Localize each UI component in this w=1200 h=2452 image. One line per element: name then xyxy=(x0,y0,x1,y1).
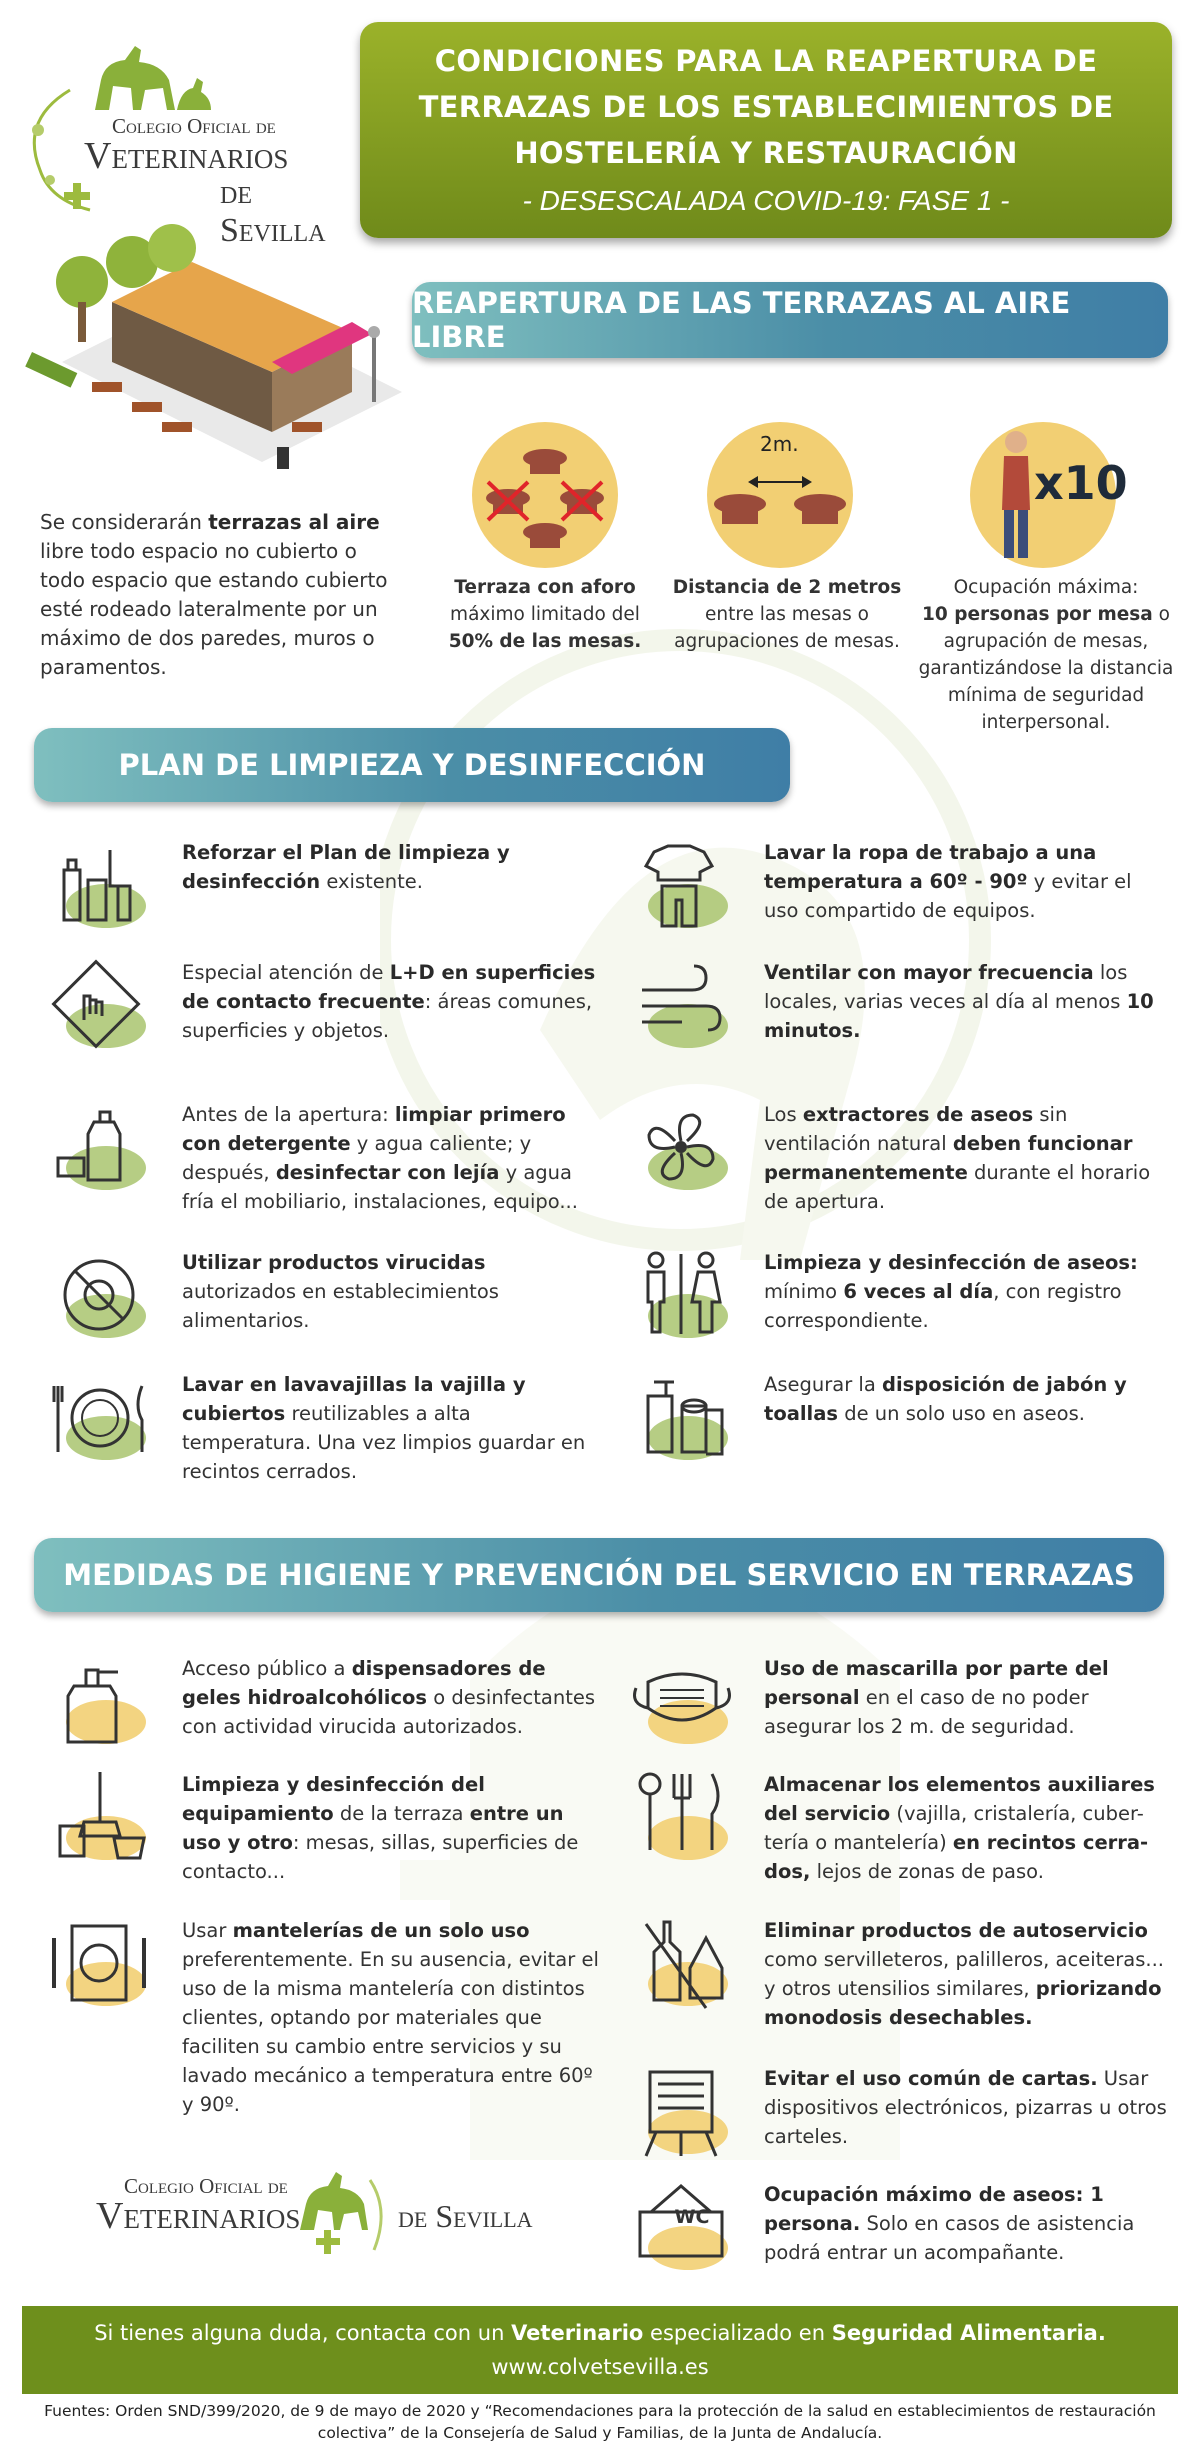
logo-line1: Colegio Oficial de xyxy=(112,114,276,138)
logo-bottom-animals-icon xyxy=(290,2160,400,2260)
list-item: Usar mantelerías de un solo uso preferentemente. En su ausencia, evitar el uso de la misma mantelería con distintos clientes, optando por materiales que faciliten su cambio entre servicios y su lavado mecánico a temperatura entre 60º y 90º. xyxy=(182,1919,599,2116)
card2-text: Distancia de 2 metros entre las mesas o agrupaciones de mesas. xyxy=(672,577,902,652)
reduced-tables-icon xyxy=(470,420,620,570)
ventilation-icon xyxy=(626,950,736,1060)
occupancy-badge: x10 xyxy=(1034,456,1128,510)
detergent-icon xyxy=(44,1092,154,1202)
logo-bottom xyxy=(90,2154,550,2274)
title-subtitle: - DESESCALADA COVID-19: FASE 1 - xyxy=(522,185,1010,216)
logo-bottom-line3: de Sevilla xyxy=(398,2198,533,2234)
section2-band-label: PLAN DE LIMPIEZA Y DESINFECCIÓN xyxy=(118,748,706,782)
wc-label: WC xyxy=(674,2206,710,2228)
restroom-icon xyxy=(626,1240,736,1350)
list-item: Limpieza y desinfección del equipamiento de la terraza entre un uso y otro: mesas, sillas, superficies de contacto... xyxy=(182,1773,579,1883)
list-item: Limpieza y desinfección de aseos: mínimo 6 veces al día, con registro correspondiente. xyxy=(764,1251,1138,1332)
list-item: Acceso público a dispensadores de geles hidroalcohólicos o desinfectantes con actividad virucida autorizados. xyxy=(182,1657,596,1738)
extractor-fan-icon xyxy=(626,1092,736,1202)
face-mask-icon xyxy=(626,1646,736,1756)
condiments-icon xyxy=(626,1908,736,2018)
section1-intro: Se considerarán terrazas al aire libre todo espacio no cubierto o todo espacio que estando cubierto esté rodeado lateralmente por un máximo de dos paredes, muros o paramentos. xyxy=(40,510,388,679)
mop-bucket-icon xyxy=(44,1762,154,1872)
section1-band xyxy=(412,282,1168,358)
soap-towels-icon xyxy=(626,1362,736,1472)
section3-band xyxy=(34,1538,1164,1612)
sanitizer-gel-icon xyxy=(44,1646,154,1756)
work-clothes-icon xyxy=(626,830,736,940)
card1-text: Terraza con aforo máximo limitado del 50% de las mesas. xyxy=(448,577,642,652)
header-title-box xyxy=(360,22,1172,238)
no-virus-icon xyxy=(44,1240,154,1350)
logo-bottom-line1: Colegio Oficial de xyxy=(124,2174,288,2198)
wipe-surface-icon xyxy=(44,950,154,1060)
logo-line2: Veterinarios xyxy=(84,135,289,177)
list-item: Antes de la apertura: limpiar primero con detergente y agua caliente; y después, desinfectar con lejía y agua fría el mobiliario, instalaciones, equipo... xyxy=(182,1103,578,1213)
list-item: Reforzar el Plan de limpieza y desinfección existente. xyxy=(182,841,510,893)
list-item: Ventilar con mayor frecuencia los locales, varias veces al día al menos 10 minutos. xyxy=(764,961,1154,1042)
restaurant-terrace-illustration xyxy=(22,222,422,492)
tablecloth-icon xyxy=(44,1908,154,2018)
list-item: Ocupación máximo de aseos: 1 persona. Solo en casos de asistencia podrá entrar un acompañante. xyxy=(764,2183,1135,2264)
title-line2: TERRAZAS DE LOS ESTABLECIMIENTOS DE xyxy=(418,90,1114,124)
card3-text: Ocupación máxima: 10 personas por mesa o agrupación de mesas, garantizándose la distancia mínima de seguridad interpersonal. xyxy=(918,577,1174,733)
list-item: Almacenar los elementos auxiliares del servicio (vajilla, cristalería, cuber-tería o mantelería) en recintos cerra-dos, lejos de zonas de paso. xyxy=(764,1773,1155,1883)
footer-banner xyxy=(22,2306,1178,2394)
list-item: Uso de mascarilla por parte del personal en el caso de no poder asegurar los 2 m. de seguridad. xyxy=(764,1657,1109,1738)
list-item: Lavar la ropa de trabajo a una temperatura a 60º - 90º y evitar el uso compartido de equipos. xyxy=(764,841,1132,922)
logo-top xyxy=(10,40,350,249)
logo-bottom-line2: Veterinarios xyxy=(96,2195,301,2237)
title-line3: HOSTELERÍA Y RESTAURACIÓN xyxy=(514,136,1018,170)
sources-note: Fuentes: Orden SND/399/2020, de 9 de mayo de 2020 y “Recomendaciones para la protección de la salud en establecimientos de restauración colectiva” de la Consejería de Salud y Familias, de la Junta de Andalucía. xyxy=(44,2402,1156,2442)
distance-label: 2m. xyxy=(760,432,799,456)
list-item: Asegurar la disposición de jabón y toallas de un solo uso en aseos. xyxy=(764,1373,1127,1425)
list-item: Evitar el uso común de cartas. Usar dispositivos electrónicos, pizarras u otros carteles. xyxy=(764,2067,1167,2148)
list-item: Eliminar productos de autoservicio como servilleteros, palilleros, aceiteras... y otros utensilios similares, priorizando monodosis desechables. xyxy=(764,1919,1164,2029)
footer-url[interactable]: www.colvetsevilla.es xyxy=(491,2355,709,2379)
list-item: Utilizar productos virucidas autorizados en establecimientos alimentarios. xyxy=(182,1251,499,1332)
list-item: Lavar en lavavajillas la vajilla y cubiertos reutilizables a alta temperatura. Una vez limpios guardar en recintos cerrados. xyxy=(182,1373,586,1483)
plate-cutlery-icon xyxy=(44,1362,154,1472)
section3-band-label: MEDIDAS DE HIGIENE Y PREVENCIÓN DEL SERVICIO EN TERRAZAS xyxy=(63,1558,1135,1592)
footer-line: Si tienes alguna duda, contacta con un Veterinario especializado en Seguridad Alimentaria. xyxy=(94,2321,1106,2345)
logo-line3: de Sevilla xyxy=(220,174,326,249)
utensils-icon xyxy=(626,1762,736,1872)
cleaning-products-icon xyxy=(44,830,154,940)
menu-board-icon xyxy=(626,2056,736,2166)
section2-band xyxy=(34,728,790,802)
list-item: Los extractores de aseos sin ventilación natural deben funcionar permanentemente durante el horario de apertura. xyxy=(764,1103,1151,1213)
section1-band-label: REAPERTURA DE LAS TERRAZAS AL AIRE LIBRE xyxy=(412,286,1071,354)
title-line1: CONDICIONES PARA LA REAPERTURA DE xyxy=(434,44,1098,78)
list-item: Especial atención de L+D en superficies de contacto frecuente: áreas comunes, superficies y objetos. xyxy=(182,961,596,1042)
